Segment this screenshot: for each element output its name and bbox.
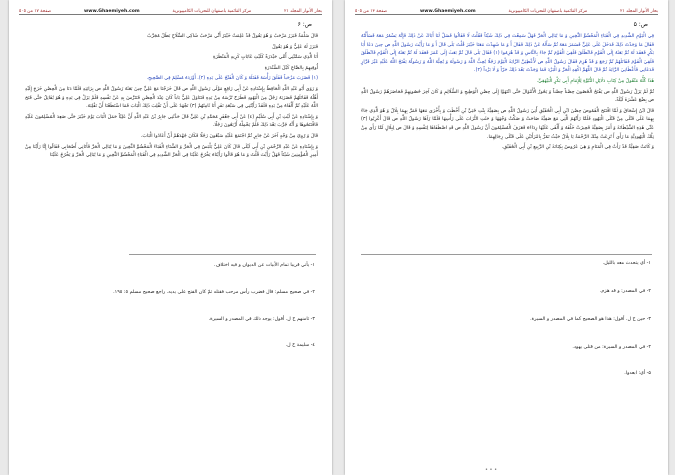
paragraph: وَ كَانَتْ صَفِيَّةُ قَدْ رَأَتْ فِي الْمَنَامِ وَ هِيَ عَرُوسٌ بِكِنَانَةَ بْنِ الرَّبِيعِ بْنِ أَبِي الْحُقَيْقِ. — [501, 145, 654, 151]
paragraph: قَالَ وَ رُوِيَ مِنْ وَجْهٍ آخَرَ عَنْ جَابِرٍ ثُمَّ اجْتَمَعَ عَلَيْهِ سَبْعُونَ رَجُلًا فَكَانَ جُهْدَهُمْ أَنْ أَعَادُوا الْبَابَ. — [140, 133, 318, 139]
page-number: ص: ۶ — [297, 21, 312, 28]
page-ref: صفحة ١٧ من ٥٠٥ — [19, 9, 52, 14]
paragraph: قَالَ ابْنُ إِسْحَاقَ وَ لَمَّا افْتَتَحَ الْقَمُوصَ حِصْنَ ابْنِ أَبِي الْحُقَيْقِ أُتِيَ رَسُولُ اللَّهِ ص بِصَفِيَّةَ بِنْتِ حُيَيِّ بْنِ أَخْطَبَ وَ بِأُخْرَى مَعَهَا فَمَرَّ بِهِمَا بِلَالٌ وَ هُوَ الَّذِي جَاءَ بِهِمَا عَلَى قَتْلَى مِنْ قَتْلَى الْيَهُودِ فَلَمَّا رَأَتْهُمُ الَّتِي مَعَ صَفِيَّةَ صَاحَتْ وَ صَكَّتْ وَجْهَهَا وَ حَثَتِ التُّرَابَ عَلَى رَأْسِهَا فَلَمَّا رَآهَا رَسُولُ اللَّهِ ص قَالَ أَعْزِبُوا (٣) عَنِّي هَذِهِ الشَّيْطَانَةَ وَ أَمَرَ بِصَفِيَّةَ فَحِيزَتْ خَلْفَهُ وَ أَلْقَى عَلَيْهَا رِدَاءَهُ فَعَرَفَ الْمُسْلِمُونَ أَنَّ رَسُولَ اللَّهِ ص قَدِ اصْطَفَاهَا لِنَفْسِهِ وَ قَالَ ص لِبِلَالٍ لَمَّا رَأَى مِنْ تِلْكَ الْيَهُودِيَّةِ مَا رَأَى أَ نُزِعَتْ مِنْكَ الرَّحْمَةُ يَا بِلَالُ حَيْثُ تَمُرُّ بِامْرَأَتَيْنِ عَلَى قَتْلَى رِجَالِهِمَا. — [361, 108, 654, 140]
paragraph: ثُمَّ لَمْ يَزَلْ رَسُولُ اللَّهِ ص يَفْتَحُ الْحُصُونَ حِصْناً حِصْناً وَ يَحُوزُ الْأَمْوَالَ حَتَّى انْتَهَوْا إِلَى حِصْنِ الْوَطِيحِ وَ السُّلَالِمِ وَ كَانَ آخِرَ حُصُونِهِمْ فَحَاصَرَهُمْ رَسُولُ اللَّهِ ص بِضْعَ عَشْرَةَ لَيْلَةً. — [361, 89, 654, 104]
paragraph: فِي الْيَوْمِ الشَّدِيدِ فِي الْقَبَاءِ الْمَحْشُوِّ الثَّخِينِ وَ مَا يُبَالِي الْحَرَّ فَهَلْ سَمِعْتَ فِي ذَلِكَ شَيْئاً فَقُلْتُ لَا فَقَالُوا فَسَلْ لَنَا أَبَاكَ عَنْ ذَلِكَ فَإِنَّهُ يَسْمُرُ مَعَهُ فَسَأَلْتُهُ فَقَالَ مَا وَجَدْتُ ذَلِكَ فَدَخَلَ عَلَى عَلِيٍّ فَسَمَرَ مَعَهُ ثُمَّ سَأَلَهُ عَنْ ذَلِكَ فَقَالَ أَ وَ مَا شَهِدْتَ مَعَنَا خَيْبَرَ قُلْتُ بَلَى قَالَ أَ وَ مَا رَأَيْتَ رَسُولَ اللَّهِ ص حِينَ دَعَا أَبَا بَكْرٍ فَعَقَدَ لَهُ ثُمَّ بَعَثَهُ إِلَى الْقَوْمِ فَانْطَلَقَ فَلَقِيَ الْقَوْمَ ثُمَّ جَاءَ بِالنَّاسِ وَ قَدْ هُزِمُوا (١) فَقَالَ بَلَى قَالَ ثُمَّ بَعَثَ إِلَى عُمَرَ فَعَقَدَ لَهُ ثُمَّ بَعَثَهُ إِلَى الْقَوْمِ فَانْطَلَقَ فَلَقِيَ الْقَوْمَ فَقَاتَلَهُمْ ثُمَّ رَجَعَ وَ قَدْ هُزِمَ فَقَالَ رَسُولُ اللَّهِ ص لَأُعْطِيَنَّ الرَّايَةَ الْيَوْمَ رَجُلًا يُحِبُّ اللَّهَ وَ رَسُولَهُ وَ يُحِبُّهُ اللَّهُ وَ رَسُولُهُ يَفْتَحُ اللَّهُ عَلَيْهِ غَيْرَ فَرَّارٍ فَدَعَانِي فَأَعْطَانِيَ الرَّايَةَ ثُمَّ قَالَ اللَّهُمَّ اكْفِهِ الْحَرَّ وَ الْبَرْدَ فَمَا وَجَدْتُ بَعْدَ ذَلِكَ حَرّاً وَ لَا بَرْداً (٢). — [361, 34, 654, 74]
center-title: مركز القائمية باصفهان للتحريات الكامپيوترية — [172, 9, 252, 14]
footnote: ۴- في المصدر و السيرة: من قتلى يهود. — [572, 345, 651, 350]
paragraph: وَ بِإِسْنَادِهِ عَنْ عَبْدِ الرَّحْمَنِ بْنِ أَبِي لَيْلَى قَالَ كَانَ عَلِيٌّ يَلْبَسُ فِي الْحَرِّ وَ الشِّتَاءِ الْقَبَاءَ الْمَحْشُوَّ الثَّخِينَ وَ مَا يُبَالِي الْحَرَّ فَأَتَانِي أَصْحَابِي فَقَالُوا إِنَّا رَأَيْنَا مِنْ أَمِيرِ الْمُؤْمِنِينَ شَيْئاً فَهَلْ رَأَيْتَ قُلْتُ وَ مَا هُوَ قَالُوا رَأَيْنَاهُ يَخْرُجُ عَلَيْنَا فِي الْحَرِّ الشَّدِيدِ فِي الْقَبَاءِ الْمَحْشُوِّ الثَّخِينِ وَ مَا يُبَالِي الْحَرَّ وَ يَخْرُجُ عَلَيْنَا — [25, 144, 318, 159]
paragraph: وَ بِإِسْنَادِهِ عَنْ لَيْثِ بْنِ أَبِي سُلَيْمٍ (٤) عَنْ أَبِي جَعْفَرٍ مُحَمَّدِ بْنِ عَلِيٍّ قَالَ حَدَّثَنِي جَابِرُ بْنُ عَبْدِ اللَّهِ أَنَّ عَلِيّاً حَمَلَ الْبَابَ يَوْمَ خَيْبَرَ حَتَّى صَعِدَ الْمُسْلِمُونَ عَلَيْهِ فَافْتَتَحُوهَا وَ أَنَّهُ جُرِّبَ بَعْدَ ذَلِكَ فَلَمْ يَحْمِلْهُ أَرْبَعُونَ رَجُلًا. — [25, 114, 318, 129]
page-ref: صفحة ١٣ من ٥٠٥ — [355, 9, 388, 14]
book-title: بحار الأنوار المجلد ٢١ — [284, 9, 322, 14]
paragraph: أُوفِيهِمُ بِالصَّاعِ كَيْلَ السَّنْدَرَةِ — [264, 65, 318, 71]
page-header — [355, 4, 658, 15]
book-title: بحار الأنوار المجلد ٢١ — [620, 9, 658, 14]
footnote: ٤- سليمة خ ل. — [285, 343, 315, 348]
footnote: ٢- في صحيح مسلم: قال فضرب رأس مرحب فقتله ثمّ كان الفتح على يديه. راجع صحيح مسلم ٥: ١٩٥. — [113, 290, 315, 295]
page-number: ص: ۵ — [633, 21, 648, 28]
page-header — [19, 4, 322, 15]
footnote-separator — [129, 254, 316, 255]
footnote: ١- أي يتحدث معه بالليل. — [602, 261, 651, 266]
paragraph: قَالَ سَلْمَةُ فَبَرَزَ مَرْحَبٌ وَ هُوَ يَقُولُ قَدْ عَلِمَتْ خَيْبَرُ أَنِّي مَرْحَبُ شَاكِي السِّلَاحِ بَطَلٌ مُجَرَّبُ — [146, 34, 318, 39]
footnote: ١- يأتي قريبا تمام الأبيات عن الديوان و فيه اختلاف. — [214, 263, 315, 268]
paragraph: أَنَا الَّذِي سَمَّتْنِي أُمِّي حَيْدَرَةً كَلَيْثِ غَابَاتٍ كَرِيهِ الْمَنْظَرَةِ — [213, 55, 318, 61]
document-page-right — [345, 0, 668, 475]
footnote: ۵- أي: ابعدوا. — [624, 371, 651, 376]
footnote: ٣- ثامنهم خ ل. أقول: يوجد ذلك في المصدر و السيرة. — [208, 317, 315, 322]
page-body — [361, 33, 654, 155]
paragraph: وَ رَوَى أَبُو عَبْدِ اللَّهِ الْحَافِظُ بِإِسْنَادِهِ عَنْ أَبِي رَافِعٍ مَوْلَى رَسُولِ اللَّهِ ص قَالَ خَرَجْنَا مَعَ عَلِيٍّ حِينَ بَعَثَهُ رَسُولُ اللَّهِ ص بِرَايَتِهِ فَلَمَّا دَنَا مِنَ الْحِصْنِ خَرَجَ إِلَيْهِ أَهْلُهُ فَقَاتَلَهُمْ فَضَرَبَهُ رَجُلٌ مِنَ الْيَهُودِ فَطَرَحَ تُرْسَهُ مِنْ يَدِهِ فَتَنَاوَلَ عَلِيٌّ بَاباً كَانَ عِنْدَ الْحِصْنِ فَتَتَرَّسَ بِهِ عَنْ نَفْسِهِ فَلَمْ يَزَلْ فِي يَدِهِ وَ هُوَ يُقَاتِلُ حَتَّى فَتَحَ اللَّهُ عَلَيْهِ ثُمَّ أَلْقَاهُ مِنْ يَدِهِ فَلَقَدْ رَأَيْتُنِي فِي سَبْعَةِ نَفَرٍ أَنَا ثَامِنُهُمْ (٣) نَجْهَدُ عَلَى أَنْ نَقْلِبَ ذَلِكَ الْبَابَ فَمَا اسْتَطَعْنَا أَنْ نَقْلِبَهُ. — [25, 86, 318, 110]
paragraph: فَبَرَزَ لَهُ عَلِيٌّ وَ هُوَ يَقُولُ — [272, 44, 318, 50]
paragraph: هَذَا كُلُّهُ مَنْقُولٌ مِنْ كِتَابِ دَلَائِلِ النُّبُوَّةِ لِلْإِمَامِ أَبِي بَكْرٍ الْبَيْهَقِيِّ. — [536, 78, 654, 84]
paragraph: (١) فَضَرَبَ مَرْحَباً فَفَلَقَ رَأْسَهُ فَقَتَلَهُ وَ كَانَ الْفَتْحُ عَلَى يَدِهِ (٢). أَوْرَدَهُ مُسْلِمٌ فِي الصَّحِيحِ. — [146, 76, 318, 82]
page-body — [25, 33, 318, 163]
site-url: www.Ghaemiyeh.com — [84, 9, 140, 14]
page-bottom-mark: • • • — [485, 467, 498, 473]
footnote: ٢- في المصدر: و قد هزم. — [599, 289, 651, 294]
site-url: www.Ghaemiyeh.com — [420, 9, 476, 14]
center-title: مركز القائمية باصفهان للتحريات الكامپيوترية — [508, 9, 588, 14]
footnote-separator — [361, 254, 652, 255]
document-page-left — [9, 0, 332, 475]
footnote: ٣- حين خ ل. أقول: هذا هو الصحيح كما في المصدر و السيرة. — [530, 317, 651, 322]
